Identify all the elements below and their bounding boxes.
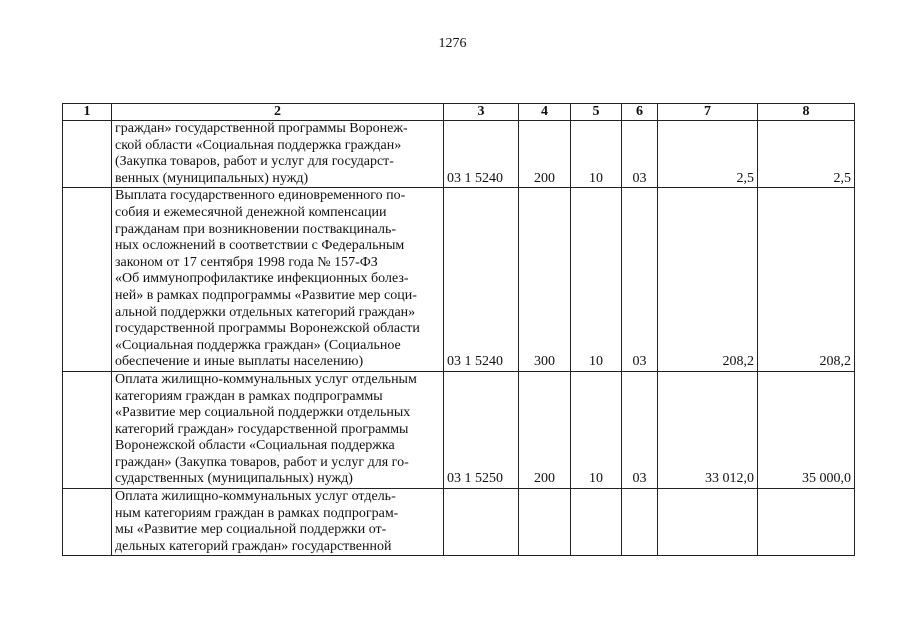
row-code: 03 1 5240 bbox=[444, 188, 519, 372]
row-code: 03 1 5240 bbox=[444, 121, 519, 188]
row-col-5: 10 bbox=[571, 121, 622, 188]
row-code: 03 1 5250 bbox=[444, 371, 519, 488]
budget-table bbox=[62, 103, 855, 556]
header-col-7: 7 bbox=[658, 104, 758, 121]
row-col-7: 208,2 bbox=[658, 188, 758, 372]
table-row bbox=[63, 121, 855, 188]
header-col-5: 5 bbox=[571, 104, 622, 121]
row-col-6: 03 bbox=[622, 121, 658, 188]
page-number: 1276 bbox=[438, 36, 467, 51]
header-row bbox=[63, 104, 855, 121]
row-col-4: 300 bbox=[519, 188, 571, 372]
header-col-8: 8 bbox=[758, 104, 855, 121]
row-description: Выплата государственного единовременного по- собия и ежемесячной денежной компенсации гражданам при возникновении поствакциналь- ных осложнений в соответствии с Федеральным законом от 17 сентября 1998 года № 157-ФЗ «Об иммунопрофилактике инфекционных болез- ней» в рамках подпрограммы «Развитие мер соци- альной поддержки отдельных категорий граждан» государственной программы Воронежской области «Социальная поддержка граждан» (Социальное обеспечение и иные выплаты населению) bbox=[112, 188, 444, 372]
row-col-6 bbox=[622, 489, 658, 556]
table-row bbox=[63, 371, 855, 488]
header-col-6: 6 bbox=[622, 104, 658, 121]
row-col-4: 200 bbox=[519, 371, 571, 488]
row-col-4: 200 bbox=[519, 121, 571, 188]
row-col-8: 2,5 bbox=[758, 121, 855, 188]
row-description: Оплата жилищно-коммунальных услуг отдельным категориям граждан в рамках подпрограммы «Развитие мер социальной поддержки отдельных категорий граждан» государственной программы Воронежской области «Социальная поддержка граждан» (Закупка товаров, работ и услуг для го- сударственных (муниципальных) нужд) bbox=[112, 371, 444, 488]
row-col-7: 33 012,0 bbox=[658, 371, 758, 488]
row-col-5: 10 bbox=[571, 188, 622, 372]
row-col-5: 10 bbox=[571, 371, 622, 488]
row-col-8: 35 000,0 bbox=[758, 371, 855, 488]
row-col-1 bbox=[63, 121, 112, 188]
table-row bbox=[63, 489, 855, 556]
header-col-2: 2 bbox=[112, 104, 444, 121]
table-row bbox=[63, 188, 855, 372]
row-col-8: 208,2 bbox=[758, 188, 855, 372]
row-col-1 bbox=[63, 489, 112, 556]
header-col-3: 3 bbox=[444, 104, 519, 121]
header-col-4: 4 bbox=[519, 104, 571, 121]
row-col-1 bbox=[63, 188, 112, 372]
row-col-4 bbox=[519, 489, 571, 556]
row-col-8 bbox=[758, 489, 855, 556]
row-code bbox=[444, 489, 519, 556]
row-col-7 bbox=[658, 489, 758, 556]
header-col-1: 1 bbox=[63, 104, 112, 121]
row-col-6: 03 bbox=[622, 188, 658, 372]
row-col-7: 2,5 bbox=[658, 121, 758, 188]
row-col-6: 03 bbox=[622, 371, 658, 488]
row-description: граждан» государственной программы Воронеж- ской области «Социальная поддержка граждан» (Закупка товаров, работ и услуг для государст- венных (муниципальных) нужд) bbox=[112, 121, 444, 188]
row-col-1 bbox=[63, 371, 112, 488]
row-col-5 bbox=[571, 489, 622, 556]
row-description: Оплата жилищно-коммунальных услуг отдель- ным категориям граждан в рамках подпрограм- мы «Развитие мер социальной поддержки от- дельных категорий граждан» государственной bbox=[112, 489, 444, 556]
